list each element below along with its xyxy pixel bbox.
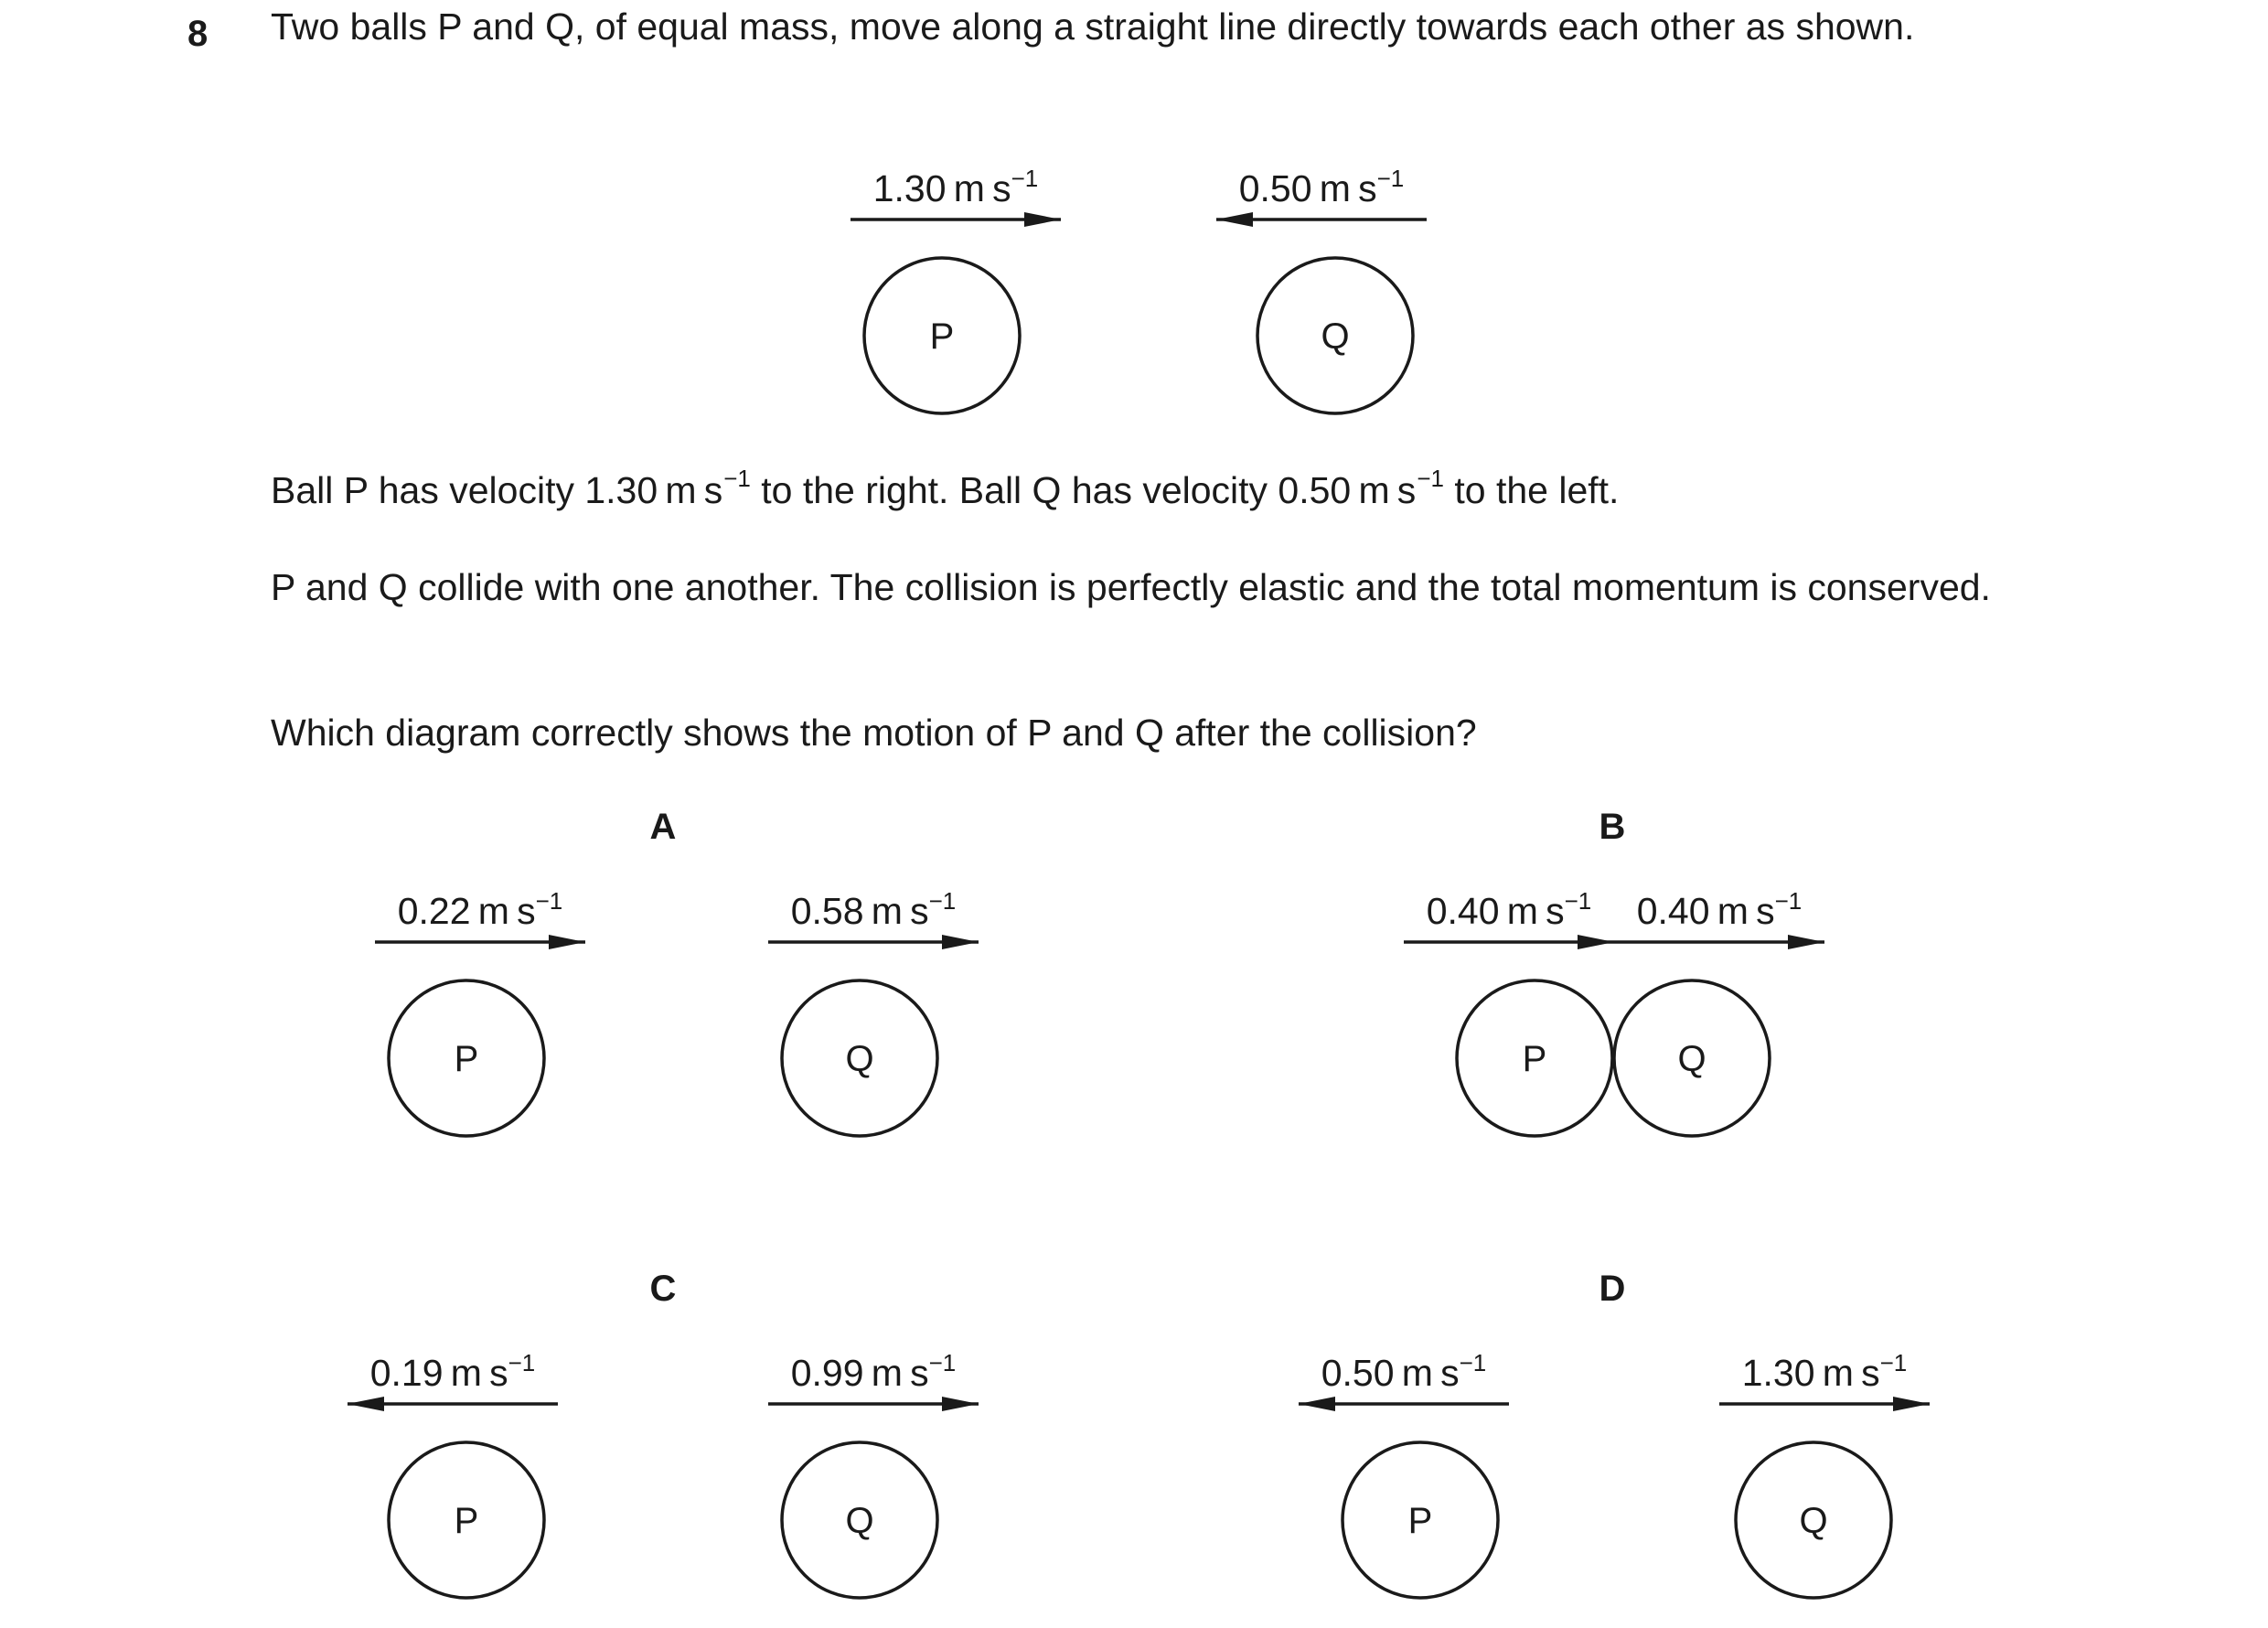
option-b-ball-q-speed-value: 0.40 m s xyxy=(1636,890,1775,932)
option-c-ball-p-speed-value: 0.19 m s xyxy=(369,1352,508,1394)
unit-superscript: −1 xyxy=(723,465,751,492)
unit-superscript: −1 xyxy=(1774,887,1803,915)
option-d-ball-q-group xyxy=(1719,1349,1930,1598)
option-a xyxy=(375,807,979,1136)
unit-superscript: −1 xyxy=(1011,165,1039,192)
unit-superscript: −1 xyxy=(1459,1349,1487,1376)
question-prompt: Which diagram correctly shows the motion of P and Q after the collision? xyxy=(271,712,1477,754)
initial-ball-q-label: Q xyxy=(1321,316,1350,357)
option-d-ball-p-speed-label xyxy=(1321,1349,1487,1394)
option-b-ball-p-speed-value: 0.40 m s xyxy=(1426,890,1565,932)
velocity-sentence-part3: to the left. xyxy=(1443,469,1620,511)
option-c-ball-q-group xyxy=(768,1349,979,1598)
initial-ball-p-group xyxy=(850,165,1061,413)
option-a-ball-p-label: P xyxy=(454,1039,479,1079)
option-b-ball-p-label: P xyxy=(1522,1039,1547,1079)
option-d-ball-q-speed-label xyxy=(1742,1349,1908,1394)
option-d xyxy=(1299,1269,1930,1598)
velocity-sentence-part2: to the right. Ball Q has velocity 0.50 m s xyxy=(750,469,1417,511)
option-a-ball-p-group xyxy=(375,887,585,1136)
unit-superscript: −1 xyxy=(1879,1349,1908,1376)
option-d-letter: D xyxy=(1599,1269,1626,1309)
option-c-ball-q-speed-value: 0.99 m s xyxy=(790,1352,929,1394)
option-a-ball-p-speed-label xyxy=(398,887,563,932)
option-a-ball-q-speed-value: 0.58 m s xyxy=(790,890,929,932)
question-intro: Two balls P and Q, of equal mass, move along a straight line directly towards each other as shown. xyxy=(271,5,1915,48)
option-b xyxy=(1404,807,1824,1136)
unit-superscript: −1 xyxy=(1376,165,1405,192)
option-c-ball-q-speed-label xyxy=(791,1349,957,1394)
option-b-ball-q-group xyxy=(1614,887,1824,1136)
option-d-ball-p-label: P xyxy=(1407,1501,1433,1541)
option-c-ball-p-speed-label xyxy=(370,1349,536,1394)
initial-ball-q-group xyxy=(1216,165,1427,413)
option-c-ball-p-label: P xyxy=(454,1501,479,1541)
initial-ball-p-label: P xyxy=(929,316,955,357)
collision-statement: P and Q collide with one another. The collision is perfectly elastic and the total momentum is conserved. xyxy=(271,566,1991,608)
initial-ball-p-speed-label xyxy=(873,165,1039,209)
option-a-ball-q-label: Q xyxy=(845,1039,874,1079)
initial-diagram xyxy=(850,165,1427,413)
question-number: 8 xyxy=(187,14,209,54)
option-a-letter: A xyxy=(649,807,677,847)
option-d-ball-q-speed-value: 1.30 m s xyxy=(1741,1352,1880,1394)
option-b-ball-q-label: Q xyxy=(1677,1039,1706,1079)
initial-ball-q-speed-label xyxy=(1239,165,1405,209)
option-c-ball-q-label: Q xyxy=(845,1501,874,1541)
option-d-ball-p-speed-value: 0.50 m s xyxy=(1321,1352,1460,1394)
option-d-ball-q-label: Q xyxy=(1799,1501,1828,1541)
velocity-sentence-part1: Ball P has velocity 1.30 m s xyxy=(271,469,723,511)
option-a-ball-q-group xyxy=(768,887,979,1136)
option-c-letter: C xyxy=(649,1269,677,1309)
unit-superscript: −1 xyxy=(1564,887,1592,915)
option-b-ball-p-speed-label xyxy=(1427,887,1592,932)
option-c xyxy=(348,1269,979,1598)
unit-superscript: −1 xyxy=(928,1349,957,1376)
unit-superscript: −1 xyxy=(508,1349,536,1376)
unit-superscript: −1 xyxy=(928,887,957,915)
unit-superscript: −1 xyxy=(1417,465,1444,492)
initial-ball-p-speed-value: 1.30 m s xyxy=(872,167,1011,209)
unit-superscript: −1 xyxy=(535,887,563,915)
option-a-ball-q-speed-label xyxy=(791,887,957,932)
option-a-ball-p-speed-value: 0.22 m s xyxy=(397,890,536,932)
option-b-letter: B xyxy=(1599,807,1626,847)
option-b-ball-q-speed-label xyxy=(1637,887,1803,932)
initial-ball-q-speed-value: 0.50 m s xyxy=(1238,167,1377,209)
option-d-ball-p-group xyxy=(1299,1349,1509,1598)
option-b-ball-p-group xyxy=(1404,887,1614,1136)
option-c-ball-p-group xyxy=(348,1349,558,1598)
